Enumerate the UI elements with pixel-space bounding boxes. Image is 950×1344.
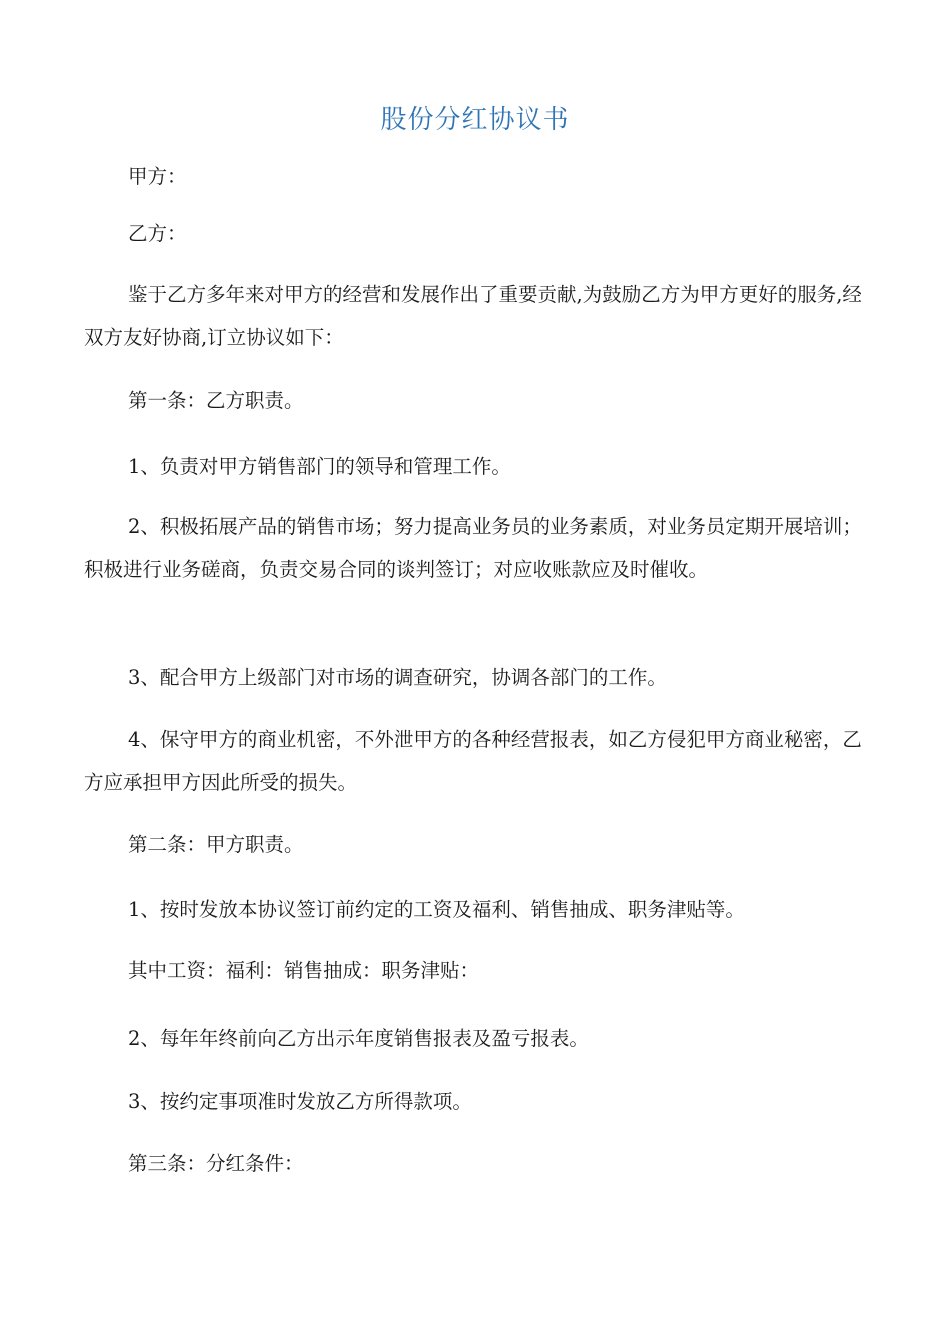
paragraph-article-1-item-4: 4、保守甲方的商业机密，不外泄甲方的各种经营报表，如乙方侵犯甲方商业秘密，乙方应承担甲方因此所受的损失。 <box>84 728 862 794</box>
paragraph-party-a: 甲方： <box>128 165 187 188</box>
document-title: 股份分红协议书 <box>380 105 570 135</box>
paragraph-article-2-salary-line: 其中工资：福利：销售抽成：职务津贴： <box>128 959 480 982</box>
paragraph-article-1-item-3: 3、配合甲方上级部门对市场的调查研究，协调各部门的工作。 <box>128 666 667 689</box>
paragraph-article-1-heading: 第一条：乙方职责。 <box>128 389 304 412</box>
paragraph-article-2-item-1: 1、按时发放本协议签订前约定的工资及福利、销售抽成、职务津贴等。 <box>128 898 745 921</box>
paragraph-party-b: 乙方： <box>128 222 187 245</box>
paragraph-article-1-item-1: 1、负责对甲方销售部门的领导和管理工作。 <box>128 455 511 478</box>
paragraph-article-2-heading: 第二条：甲方职责。 <box>128 833 304 856</box>
paragraph-article-3-heading: 第三条：分红条件： <box>128 1152 304 1175</box>
paragraph-article-2-item-2: 2、每年年终前向乙方出示年度销售报表及盈亏报表。 <box>128 1027 589 1050</box>
paragraph-article-1-item-2: 2、积极拓展产品的销售市场；努力提高业务员的业务素质，对业务员定期开展培训；积极进行业务磋商，负责交易合同的谈判签订；对应收账款应及时催收。 <box>84 515 862 581</box>
paragraph-preamble: 鉴于乙方多年来对甲方的经营和发展作出了重要贡献,为鼓励乙方为甲方更好的服务,经双方友好协商,订立协议如下： <box>84 283 862 349</box>
paragraph-article-2-item-3: 3、按约定事项准时发放乙方所得款项。 <box>128 1090 472 1113</box>
